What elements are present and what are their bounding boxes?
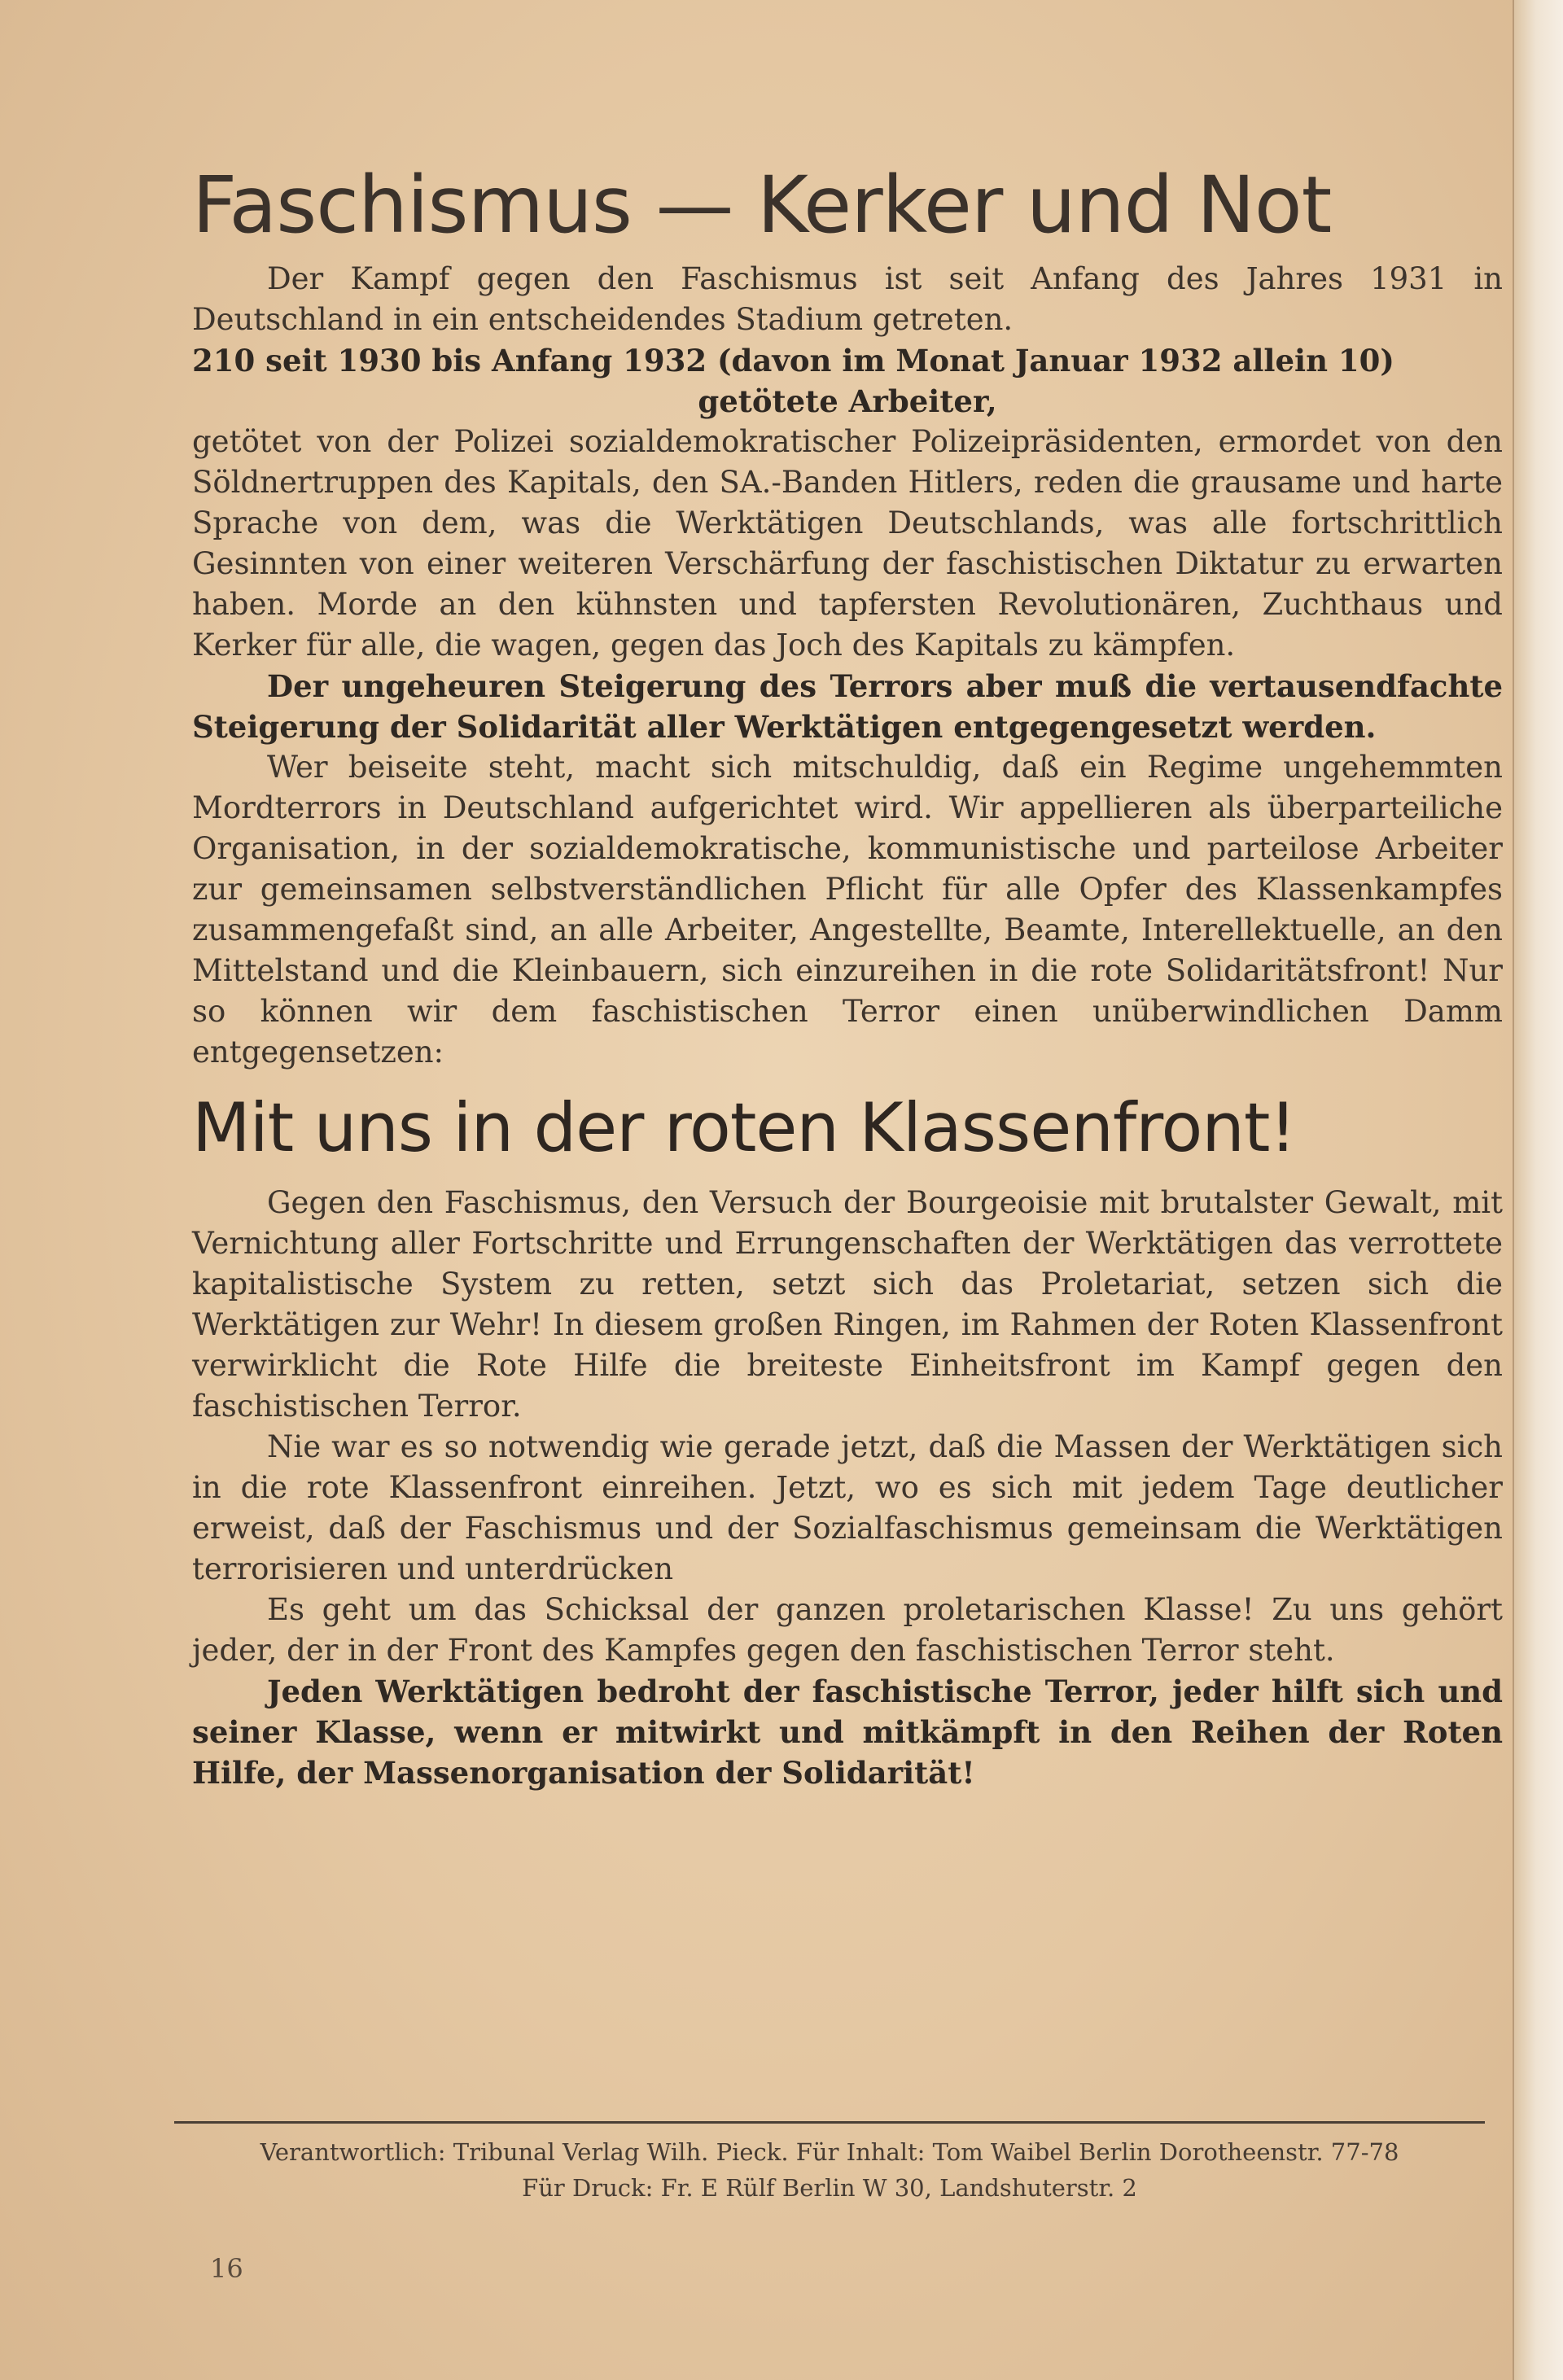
paragraph-fate-of-class: Es geht um das Schicksal der ganzen proletarischen Klasse! Zu uns gehört jeder, der in der Front des Kampfes gegen den faschistischen Terror steht. — [192, 1591, 1503, 1668]
imprint-printer: Für Druck: Fr. E Rülf Berlin W 30, Landshuterstr. 2 — [522, 2174, 1137, 2202]
paragraph-killed-by: getötet von der Polizei sozialdemokratischer Polizeipräsidenten, ermordet von den Söldnertruppen des Kapitals, den SA.-Banden Hitlers, reden die grausame und harte Sprache von dem, was die Werktätigen Deutschlands, was alle fortschrittlich Gesinnten von einer weiteren Verschärfung der faschistischen Diktatur zu erwarten haben. Morde an den kühnsten und tapfersten Revolutionären, Zuchthaus und Kerker für alle, die wagen, gegen das Joch des Kapitals zu kämpfen. — [192, 423, 1503, 663]
page-edge — [1513, 0, 1563, 2380]
page-number: 16 — [210, 2253, 243, 2284]
paragraph-solidarity: Der ungeheuren Steigerung des Terrors aber muß die vertausendfachte Steigerung der Solidarität aller Werktätigen entgegengesetzt werden. — [192, 667, 1503, 745]
paragraph-against-fascism: Gegen den Faschismus, den Versuch der Bourgeoisie mit brutalster Gewalt, mit Vernichtung aller Fortschritte und Errungenschaften der Werktätigen das verrottete kapitalistische System zu retten, setzt sich das Proletariat, setzen sich die Werktätigen zur Wehr! In diesem großen Ringen, im Rahmen der Roten Klassenfront verwirklicht die Rote Hilfe die breiteste Einheitsfront im Kampf gegen den faschistischen Terror. — [192, 1184, 1503, 1424]
paragraph-appeal: Wer beiseite steht, macht sich mitschuldig, daß ein Regime ungehemmten Mordterrors in Deutschland aufgerichtet wird. Wir appellieren als überparteiliche Organisation, in der sozialdemokratische, kommunistische und parteilose Arbeiter zur gemeinsamen selbstverständlichen Pflicht für alle Opfer des Klassenkampfes zusammengefaßt sind, an alle Arbeiter, Angestellte, Beamte, Interellektuelle, an den Mittelstand und die Kleinbauern, sich einzureihen in die rote Solidaritätsfront! Nur so können wir dem faschistischen Terror einen unüberwindlichen Damm entgegensetzen: — [192, 749, 1503, 1070]
article — [192, 160, 1503, 1793]
paragraph-closing: Jeden Werktätigen bedroht der faschistische Terror, jeder hilft sich und seiner Klasse, wenn er mitwirkt und mitkämpft in den Reihen der Roten Hilfe, der Massenorganisation der Solidarität! — [192, 1673, 1503, 1791]
footer-divider — [174, 2121, 1485, 2124]
paragraph-never-necessary: Nie war es so notwendig wie gerade jetzt, daß die Massen der Werktätigen sich in die rote Klassenfront einreihen. Jetzt, wo es sich mit jedem Tage deutlicher erweist, daß der Faschismus und der Sozialfaschismus gemeinsam die Werktätigen terrorisieren und unterdrücken — [192, 1428, 1503, 1586]
paragraph-intro: Der Kampf gegen den Faschismus ist seit Anfang des Jahres 1931 in Deutschland in ein entscheidendes Stadium getreten. — [192, 260, 1503, 337]
page-title: Faschismus — Kerker und Not — [192, 160, 1332, 251]
paragraph-casualties: 210 seit 1930 bis Anfang 1932 (davon im Monat Januar 1932 allein 10) — [192, 342, 1394, 378]
paragraph-casualties-label: getötete Arbeiter, — [698, 383, 997, 419]
slogan-heading: Mit uns in der roten Klassenfront! — [192, 1087, 1296, 1167]
imprint-responsible: Verantwortlich: Tribunal Verlag Wilh. Pieck. Für Inhalt: Tom Waibel Berlin Dorotheenstr. 77-78 — [260, 2138, 1399, 2166]
imprint — [174, 2134, 1485, 2206]
